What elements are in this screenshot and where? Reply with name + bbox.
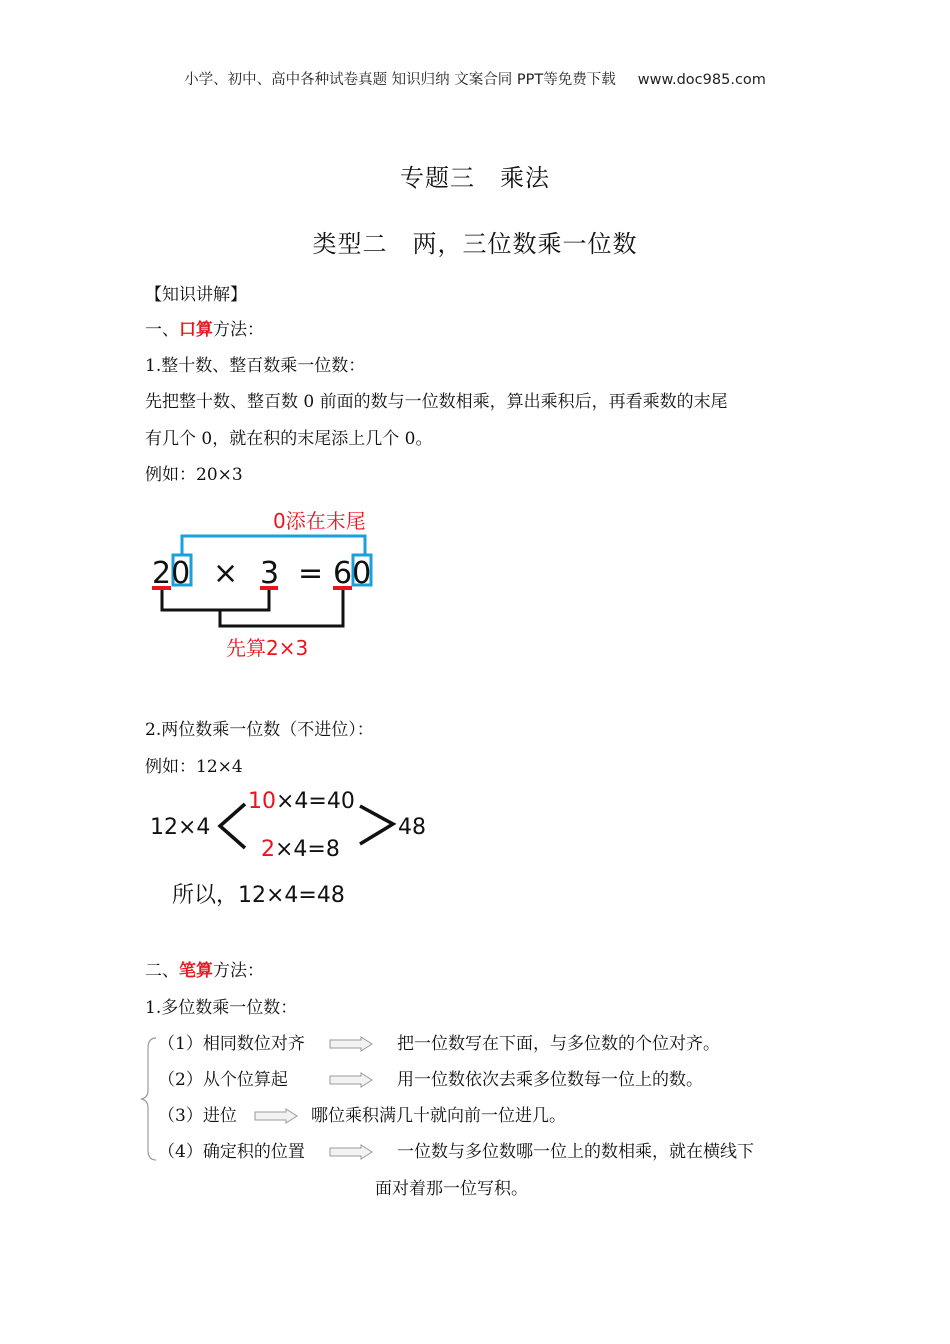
fig2-conclusion: 所以，12×4=48 <box>172 883 345 908</box>
fig2-bot-rest: ×4=8 <box>275 837 340 862</box>
arrow-icon <box>329 1144 373 1160</box>
header-url[interactable]: www.doc985.com <box>637 72 766 88</box>
sec2-item1-title: 1.多位数乘一位数： <box>145 998 298 1018</box>
step-2-label: （2）从个位算起 <box>158 1070 288 1090</box>
sec1-paragraph-line1: 先把整十数、整百数 0 前面的数与一位数相乘，算出乘积后，再看乘数的末尾 <box>145 392 728 412</box>
figure-20x3 <box>140 500 400 670</box>
fig2-bottom-expr <box>261 837 340 862</box>
fig2-top-rest: ×4=40 <box>276 789 355 814</box>
left-brace-icon <box>138 1034 160 1164</box>
step-1-label: （1）相同数位对齐 <box>158 1034 305 1054</box>
fig1-times: × <box>213 556 239 591</box>
fig1-top-label: 0添在末尾 <box>273 509 366 533</box>
knowledge-heading: 【知识讲解】 <box>145 285 247 305</box>
fig1-num3: 60 <box>333 556 372 591</box>
fig2-result: 48 <box>398 815 426 840</box>
step-1-desc: 把一位数写在下面，与多位数的个位对齐。 <box>397 1034 720 1054</box>
step-2-desc: 用一位数依次去乘多位数每一位上的数。 <box>397 1070 703 1090</box>
figure-12x4 <box>140 786 450 916</box>
sec1-item1-title: 1.整十数、整百数乘一位数： <box>145 356 366 376</box>
sec2-prefix: 二、 <box>145 961 179 981</box>
arrow-icon <box>329 1072 373 1088</box>
sec1-suffix: 方法： <box>213 320 264 340</box>
sec2-heading <box>145 960 264 982</box>
fig1-num1: 20 <box>152 556 191 591</box>
arrow-icon <box>254 1108 298 1124</box>
fig1-bracket-inner <box>162 590 269 610</box>
fig1-bracket-outer <box>220 590 343 626</box>
fig1-bottom-label: 先算2×3 <box>226 636 309 660</box>
step-4-desc-cont: 面对着那一位写积。 <box>375 1179 528 1199</box>
page-header <box>0 68 950 89</box>
sec1-heading <box>145 319 264 341</box>
fig1-num2: 3 <box>260 556 280 591</box>
fig1-eq: = <box>298 556 324 591</box>
fig2-left-chevron <box>220 804 245 848</box>
sec2-suffix: 方法： <box>213 961 264 981</box>
arrow-icon <box>329 1036 373 1052</box>
sec1-item2-title: 2.两位数乘一位数（不进位）： <box>145 720 374 740</box>
fig2-top-expr <box>248 789 355 814</box>
chapter-title: 专题三 乘法 <box>400 164 550 192</box>
sec2-keyword: 笔算 <box>179 961 213 981</box>
header-text: 小学、初中、高中各种试卷真题 知识归纳 文案合同 PPT等免费下载 <box>184 72 616 88</box>
fig2-left-expr: 12×4 <box>150 815 211 840</box>
step-3-label: （3）进位 <box>158 1106 237 1126</box>
fig1-top-bracket <box>182 536 365 555</box>
sec1-paragraph-line2: 有几个 0，就在积的末尾添上几个 0。 <box>145 429 433 449</box>
fig2-right-chevron <box>360 806 393 844</box>
sec1-keyword: 口算 <box>179 320 213 340</box>
step-3-desc: 哪位乘积满几十就向前一位进几。 <box>311 1106 566 1126</box>
sec1-example1: 例如：20×3 <box>145 465 243 485</box>
step-4-desc: 一位数与多位数哪一位上的数相乘，就在横线下 <box>397 1142 754 1162</box>
fig2-top-red: 10 <box>248 789 276 814</box>
section-title: 类型二 两，三位数乘一位数 <box>312 230 638 258</box>
fig2-bot-red: 2 <box>261 837 275 862</box>
sec1-prefix: 一、 <box>145 320 179 340</box>
sec1-example2: 例如：12×4 <box>145 757 243 777</box>
step-4-label: （4）确定积的位置 <box>158 1142 305 1162</box>
